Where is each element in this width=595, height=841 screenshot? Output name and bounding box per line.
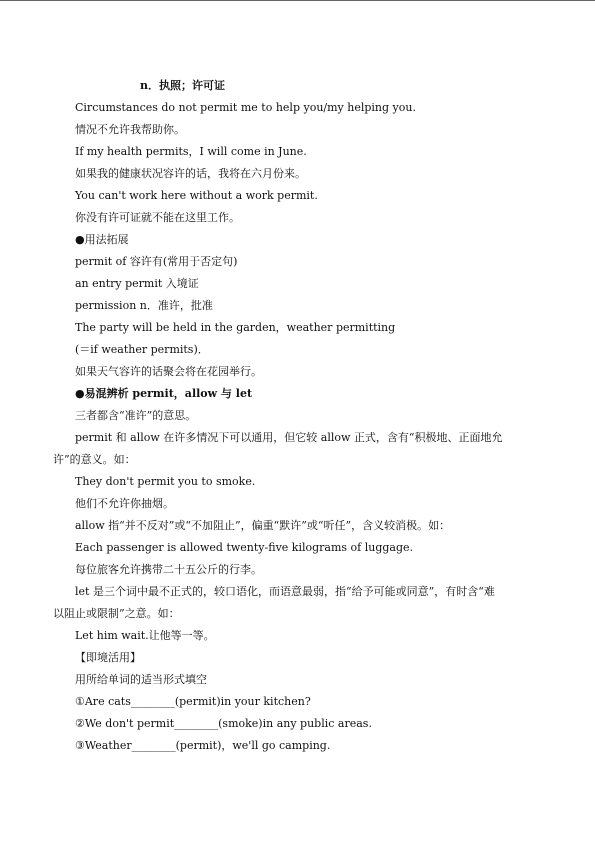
usage-item: an entry permit 入境证 [75, 277, 199, 290]
example-translation: 情况不允许我帮助你。 [75, 123, 185, 136]
exercise-item: ①Are cats________(permit)in your kitchen? [75, 695, 311, 708]
example-translation: 如果天气容许的话聚会将在花园举行。 [75, 365, 262, 378]
example-sentence: Each passenger is allowed twenty-five kilograms of luggage. [75, 541, 414, 554]
example-sentence: The party will be held in the garden，weather permitting [75, 321, 396, 334]
example-sentence: They don't permit you to smoke. [75, 475, 256, 488]
noun-sense-heading: n．执照；许可证 [140, 79, 225, 92]
page-top-rule [0, 0, 595, 1]
example-translation: 如果我的健康状况容许的话，我将在六月份来。 [75, 167, 306, 180]
example-sentence: Circumstances do not permit me to help you/my helping you. [75, 101, 416, 114]
explanation-text: allow 指“并不反对”或“不加阻止”，偏重“默许”或“听任”，含义较消极。如： [75, 519, 451, 532]
example-translation: 每位旅客允许携带二十五公斤的行李。 [75, 563, 262, 576]
confusion-analysis-heading: ●易混辨析 permit，allow 与 let [75, 387, 253, 400]
exercise-item: ③Weather________(permit)，we'll go camping. [75, 739, 331, 752]
explanation-text-continued: 许”的意义。如： [53, 453, 136, 466]
example-translation: 你没有许可证就不能在这里工作。 [75, 211, 240, 224]
example-sentence-note: (＝if weather permits)． [75, 343, 209, 356]
example-translation: 他们不允许你抽烟。 [75, 497, 174, 510]
usage-item: permission n．准许，批准 [75, 299, 213, 312]
example-sentence: If my health permits，I will come in June. [75, 145, 307, 158]
explanation-text: 三者都含“准许”的意思。 [75, 409, 197, 422]
explanation-text: permit 和 allow 在许多情况下可以通用，但它较 allow 正式，含有“积极地、正面地允 [75, 431, 503, 444]
exercise-instruction: 用所给单词的适当形式填空 [75, 673, 207, 686]
usage-item: permit of 容许有(常用于否定句) [75, 255, 238, 268]
example-sentence: You can't work here without a work permit. [75, 189, 318, 202]
example-sentence: Let him wait.让他等一等。 [75, 629, 215, 642]
exercise-heading: 【即境活用】 [75, 651, 141, 664]
exercise-item: ②We don't permit________(smoke)in any public areas. [75, 717, 372, 730]
explanation-text: let 是三个词中最不正式的，较口语化，而语意最弱，指“给予可能或同意”，有时含“难 [75, 585, 495, 598]
usage-extension-heading: ●用法拓展 [75, 233, 129, 246]
explanation-text-continued: 以阻止或限制”之意。如： [53, 607, 180, 620]
